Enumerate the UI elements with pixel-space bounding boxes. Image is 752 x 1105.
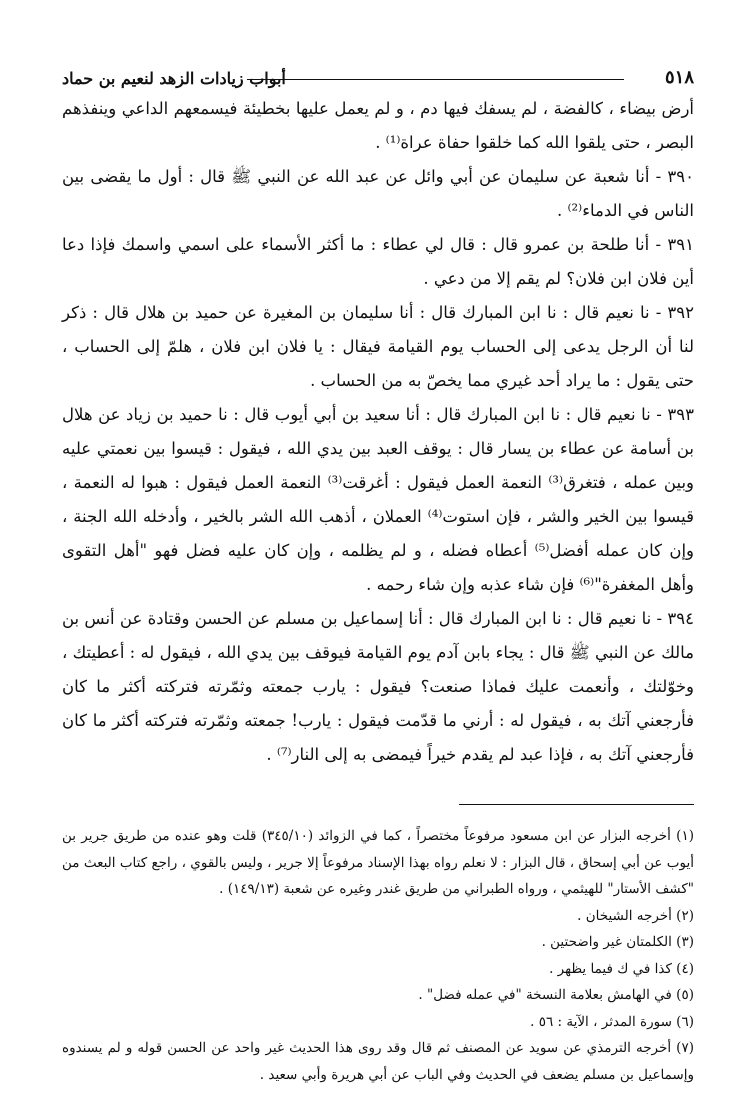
footnote-5: (٥) في الهامش بعلامة النسخة "في عمله فضل" .	[418, 987, 694, 1003]
hadith-391: ٣٩١ - أنا طلحة بن عمرو قال : قال لي عطاء : ما أكثر الأسماء على اسمي واسمك فإذا دعا أين فلان ابن فلان؟ لم يقم إلا من دعي .	[62, 235, 694, 288]
footnote-1: (١) أخرجه البزار عن ابن مسعود مرفوعاً مختصراً ، كما في الزوائد (٣٤٥/١٠) قلت وهو عنده من طريق جرير بن أيوب عن أبي إسحاق ، قال البزار : لا نعلم رواه بهذا الإسناد مرفوعاً إلا جرير ، وليس بالقوي ، راجع كتاب البعث من "كشف الأستار" للهيثمي ، ورواه الطبراني من طريق غندر وغيره عن شعبة (١٤٩/١٣) .	[62, 828, 694, 897]
footnote-7: (٧) أخرجه الترمذي عن سويد عن المصنف ثم قال وقد روى هذا الحديث غير واحد عن الحسن قوله و لم يسندوه وإسماعيل بن مسلم يضعف في الحديث وفي الباب عن أبي هريرة وأبي سعيد .	[62, 1040, 694, 1083]
main-text	[62, 92, 694, 772]
footnote-3: (٣) الكلمتان غير واضحتين .	[541, 934, 694, 950]
hadith-390: ٣٩٠ - أنا شعبة عن سليمان عن أبي وائل عن عبد الله عن النبي ﷺ قال : أول ما يقضى بين الناس في الدماء⁽²⁾ .	[62, 167, 694, 220]
footnote-6: (٦) سورة المدثر ، الآية : ٥٦ .	[530, 1013, 694, 1030]
hadith-393: ٣٩٣ - نا نعيم قال : نا ابن المبارك قال : أنا سعيد بن أبي أيوب قال : نا حميد بن زياد عن هلال بن أسامة عن عطاء بن يسار قال : يوقف العبد بين يدي الله ، فيقول : قيسوا بين نعمتي عليه وبين عمله ، فتغرق⁽³⁾ النعمة العمل فيقول : أغرقت⁽³⁾ النعمة العمل فيقول : هبوا له النعمة ، قيسوا بين الخير والشر ، فإن استوت⁽⁴⁾ العملان ، أذهب الله الشر بالخير ، وأدخله الله الجنة ، وإن كان عمله أفضل⁽⁵⁾ أعطاه فضله ، و لم يظلمه ، وإن كان عليه فضل فهو "أهل التقوى وأهل المغفرة"⁽⁶⁾ فإن شاء عذبه وإن شاء رحمه .	[62, 405, 695, 594]
footnote-4: (٤) كذا في ك فيما يظهر .	[549, 960, 694, 977]
paragraph-continuation: أرض بيضاء ، كالفضة ، لم يسفك فيها دم ، و لم يعمل عليها بخطيئة فيسمعهم الداعي وينفذهم البصر ، حتى يلقوا الله كما خلقوا حفاة عراة⁽¹⁾ .	[62, 99, 694, 152]
hadith-394: ٣٩٤ - نا نعيم قال : نا ابن المبارك قال : أنا إسماعيل بن مسلم عن الحسن وقتادة عن أنس بن مالك عن النبي ﷺ قال : يجاء بابن آدم يوم القيامة فيوقف بين يدي الله ، فيقول له : أعطيتك ، وخوّلتك ، وأنعمت عليك فماذا صنعت؟ فيقول : يارب جمعته وثمّرته فتركته أكثر ما كان فأرجعني آتك به ، فيقول له : أرني ما قدّمت فيقول : يارب! جمعته وثمّرته فتركته أكثر ما كان فأرجعني آتك به ، فإذا عبد لم يقدم خيراً فيمضى به إلى النار⁽⁷⁾ .	[62, 609, 694, 764]
page-number: ٥١٨	[664, 67, 694, 88]
hadith-392: ٣٩٢ - نا نعيم قال : نا ابن المبارك قال : أنا سليمان بن المغيرة عن حميد بن هلال قال : ذكر لنا أن الرجل يدعى إلى الحساب يوم القيامة فيقال : يا فلان ابن فلان ، هلمّ إلى الحساب ، حتى يقول : ما يراد أحد غيري مما يخصّ به من الحساب .	[62, 303, 694, 390]
footnotes	[62, 823, 694, 1088]
page-header	[62, 58, 694, 88]
running-title: أبواب زيادات الزهد لنعيم بن حماد	[62, 69, 286, 88]
footnote-2: (٢) أخرجه الشيخان .	[577, 907, 694, 924]
footnote-separator	[459, 804, 694, 805]
header-rule	[247, 79, 624, 80]
